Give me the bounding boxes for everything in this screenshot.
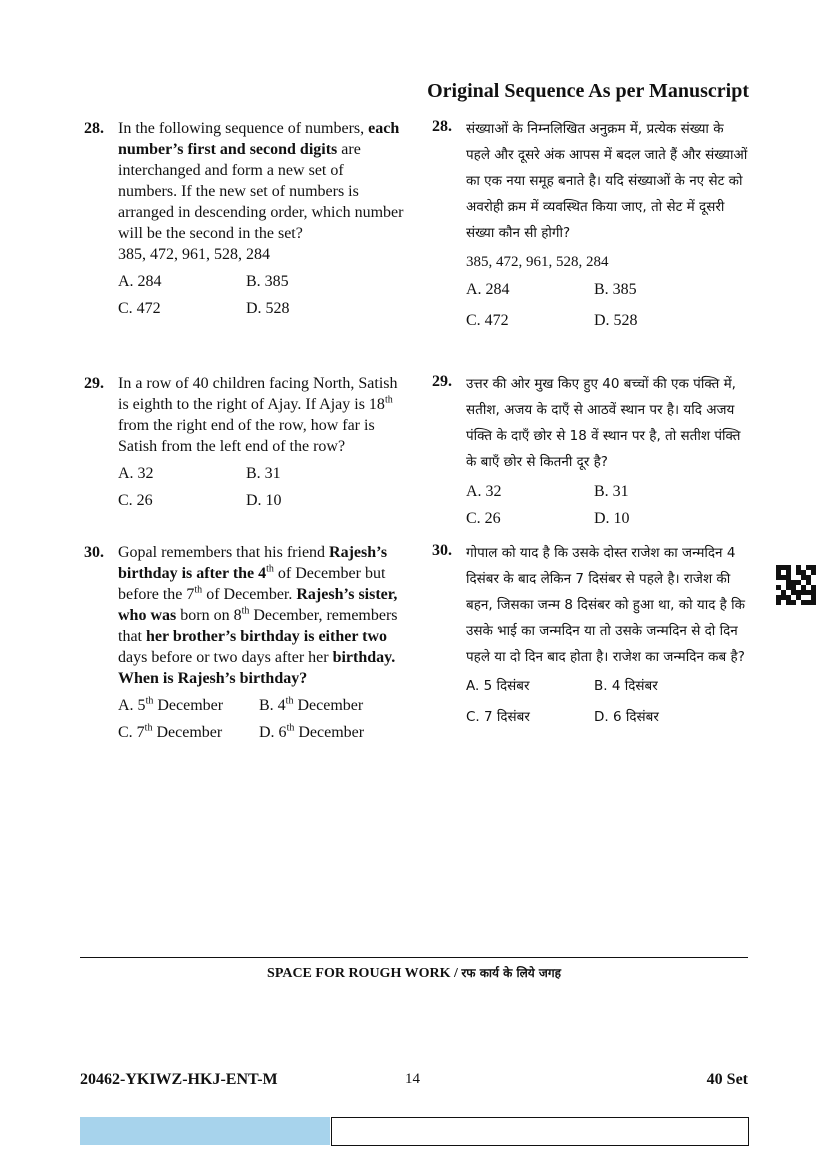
question-text: संख्याओं के निम्नलिखित अनुक्रम में, प्रत्येक संख्या के पहले और दूसरे अंक आपस में बदल जाते हैं और संख्याओं का एक नया समूह बनाते है। यदि संख्याओं के नए सेट को अवरोही क्रम में व्यवस्थित किया जाए, तो सेट में दूसरी संख्या कौन सी होगी? <box>466 121 748 241</box>
question-text: In the following sequence of numbers, each number’s first and second digits are interchanged and form a new set of numbers. If the new set of numbers is arranged in descending order, which number will be the second in the set? 385, 472, 961, 528, 284 <box>118 120 404 263</box>
question-number: 30. <box>432 542 452 559</box>
option-d[interactable]: D. 6th December <box>259 722 365 741</box>
question-28-en <box>84 118 404 319</box>
option-d[interactable]: D. 6 दिसंबर <box>594 709 659 725</box>
question-text: Gopal remembers that his friend Rajesh’s birthday is after the 4th of December but before the 7th of December. Rajesh’s sister, who was born on 8th December, remembers that her brother’s birthday is either two days before or two days after her birthday. When is Rajesh’s birthday? <box>118 544 398 687</box>
question-30-hi <box>432 540 750 728</box>
option-a[interactable]: A. 5th December <box>118 695 224 714</box>
divider <box>80 957 748 958</box>
option-c[interactable]: C. 7th December <box>118 722 223 741</box>
option-b[interactable]: B. 31 <box>246 465 281 482</box>
options <box>466 279 750 331</box>
option-d[interactable]: D. 528 <box>594 312 638 329</box>
question-text: उत्तर की ओर मुख किए हुए 40 बच्चों की एक पंक्ति में, सतीश, अजय के दाएँ से आठवें स्थान पर है। यदि अजय पंक्ति के दाएँ छोर से 18 वें स्थान पर है, तो सतीश पंक्ति के बाएँ छोर से कितनी दूर है? <box>466 376 741 470</box>
question-29-hi <box>432 371 750 529</box>
option-d[interactable]: D. 10 <box>246 492 282 509</box>
option-b[interactable]: B. 4th December <box>259 695 364 714</box>
option-c[interactable]: C. 26 <box>118 492 153 509</box>
number-sequence: 385, 472, 961, 528, 284 <box>466 254 609 270</box>
question-30-en <box>84 542 404 743</box>
options <box>118 271 404 319</box>
question-number: 29. <box>432 373 452 390</box>
set-label: 40 Set <box>706 1071 748 1088</box>
option-d[interactable]: D. 10 <box>594 510 630 527</box>
question-text: In a row of 40 children facing North, Satish is eighth to the right of Ajay. If Ajay is 18th from the right end of the row, how far is Satish from the left end of the row? <box>118 375 398 455</box>
option-c[interactable]: C. 26 <box>466 510 501 527</box>
option-a[interactable]: A. 5 दिसंबर <box>466 678 530 694</box>
footer-box <box>331 1117 749 1146</box>
options <box>118 695 404 743</box>
option-b[interactable]: B. 385 <box>246 273 289 290</box>
option-d[interactable]: D. 528 <box>246 300 290 317</box>
page-number: 14 <box>405 1071 420 1087</box>
option-c[interactable]: C. 472 <box>118 300 161 317</box>
option-c[interactable]: C. 472 <box>466 312 509 329</box>
question-number: 29. <box>84 375 104 392</box>
number-sequence: 385, 472, 961, 528, 284 <box>118 246 270 263</box>
option-a[interactable]: A. 32 <box>118 465 154 482</box>
option-a[interactable]: A. 284 <box>466 281 510 298</box>
option-b[interactable]: B. 31 <box>594 483 629 500</box>
option-b[interactable]: B. 385 <box>594 281 637 298</box>
option-a[interactable]: A. 284 <box>118 273 162 290</box>
footer-color-bar <box>80 1117 330 1145</box>
option-a[interactable]: A. 32 <box>466 483 502 500</box>
page-title: Original Sequence As per Manuscript <box>427 80 749 102</box>
question-text: गोपाल को याद है कि उसके दोस्त राजेश का जन्मदिन 4 दिसंबर के बाद लेकिन 7 दिसंबर से पहले है। राजेश की बहन, जिसका जन्म 8 दिसंबर को हुआ था, को याद है कि उसके भाई का जन्मदिन या तो उसके जन्मदिन से दो दिन पहले या दो दिन बाद होता है। राजेश का जन्मदिन कब है? <box>466 545 745 665</box>
qr-code-icon <box>776 565 816 605</box>
question-number: 30. <box>84 544 104 561</box>
question-number: 28. <box>432 118 452 135</box>
rough-work-label: SPACE FOR ROUGH WORK / रफ कार्य के लिये जगह <box>267 966 561 981</box>
question-29-en <box>84 373 404 511</box>
options <box>466 481 750 529</box>
paper-code: 20462-YKIWZ-HKJ-ENT-M <box>80 1071 278 1088</box>
question-number: 28. <box>84 120 104 137</box>
options <box>118 463 404 511</box>
option-c[interactable]: C. 7 दिसंबर <box>466 709 530 725</box>
option-b[interactable]: B. 4 दिसंबर <box>594 678 658 694</box>
options <box>466 676 750 728</box>
question-28-hi <box>432 116 750 331</box>
